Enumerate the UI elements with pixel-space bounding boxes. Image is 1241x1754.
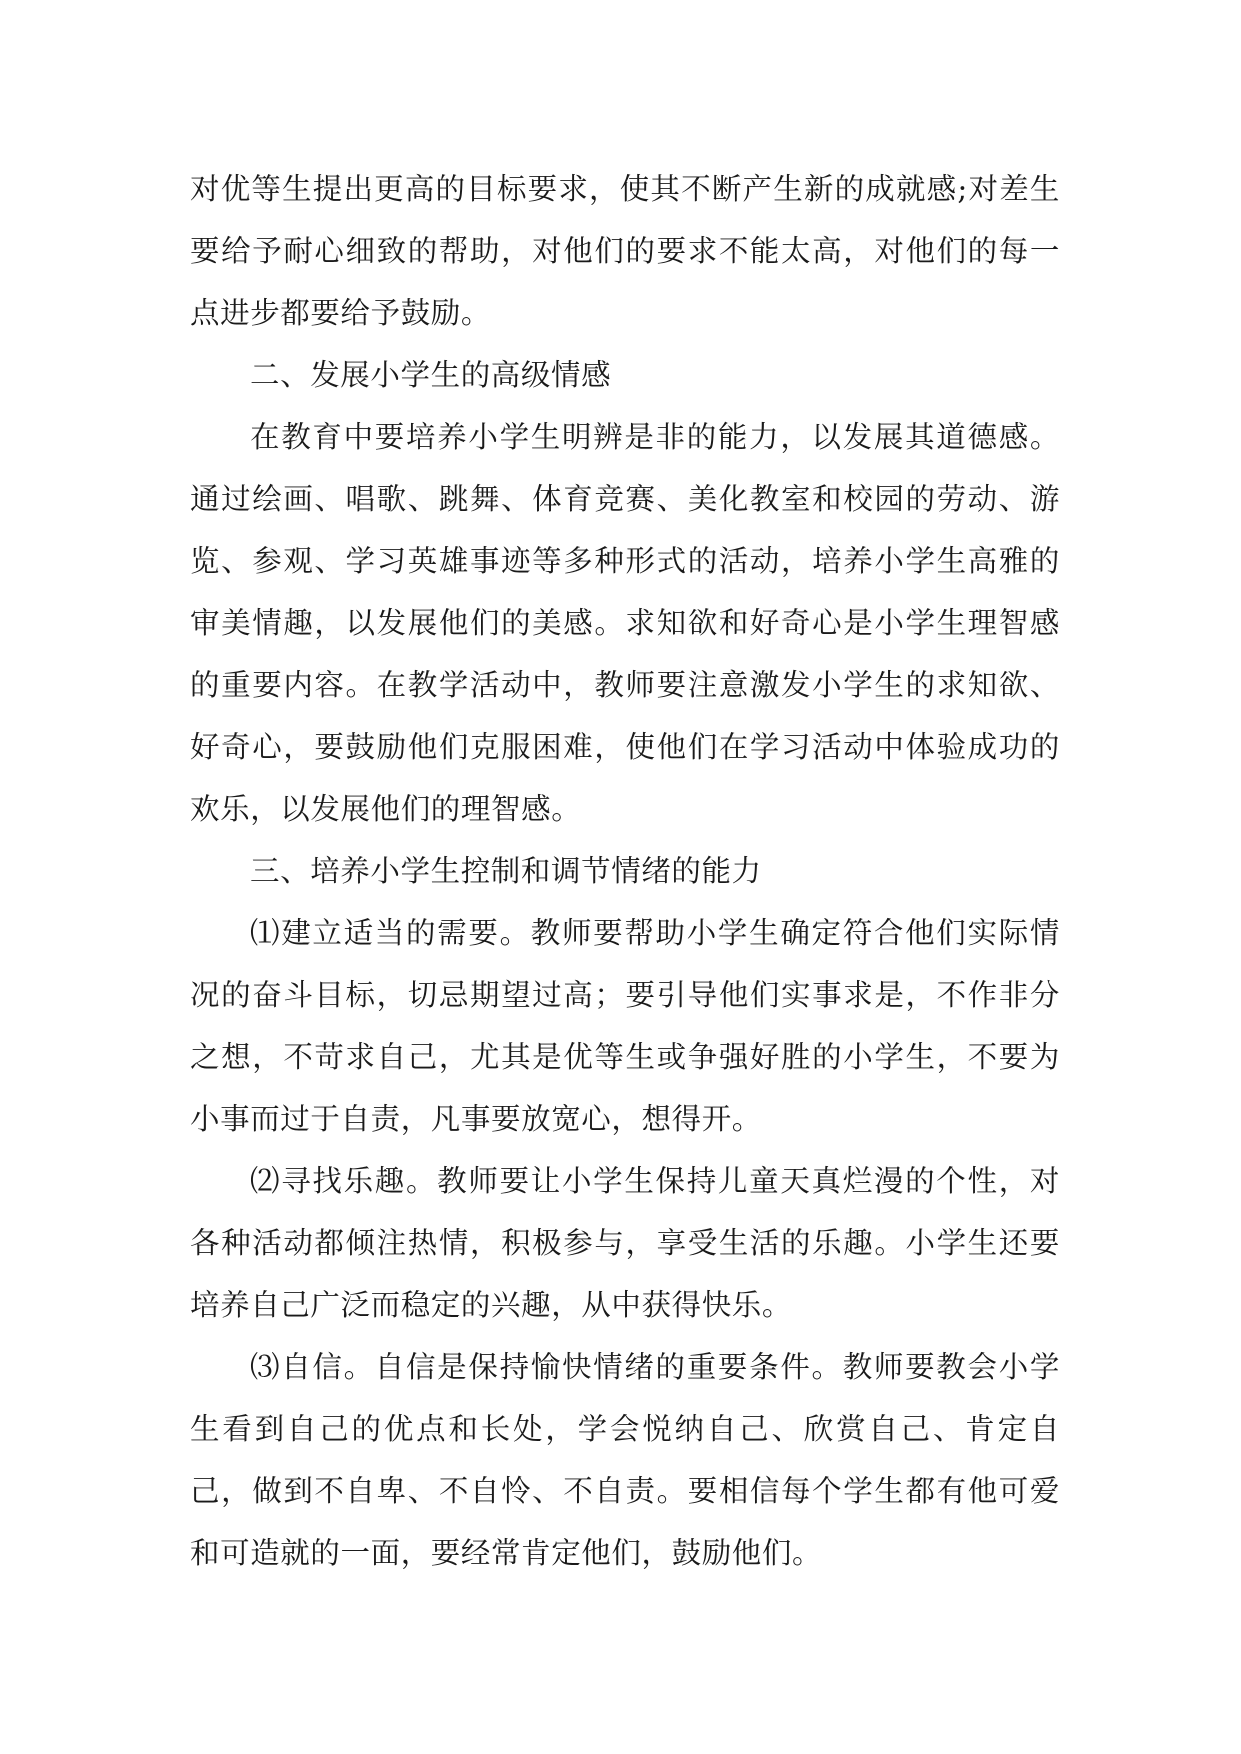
paragraph-continuation: 对优等生提出更高的目标要求，使其不断产生新的成就感;对差生要给予耐心细致的帮助，对他们的要求不能太高，对他们的每一点进步都要给予鼓励。 [190, 172, 1060, 330]
paragraph-item-1: ⑴建立适当的需要。教师要帮助小学生确定符合他们实际情况的奋斗目标，切忌期望过高；要引导他们实事求是，不作非分之想，不苛求自己，尤其是优等生或争强好胜的小学生，不要为小事而过于自责，凡事要放宽心，想得开。 [190, 916, 1060, 1136]
paragraph-item-2: ⑵寻找乐趣。教师要让小学生保持儿童天真烂漫的个性，对各种活动都倾注热情，积极参与，享受生活的乐趣。小学生还要培养自己广泛而稳定的兴趣，从中获得快乐。 [190, 1164, 1060, 1322]
paragraph-higher-emotions: 在教育中要培养小学生明辨是非的能力，以发展其道德感。通过绘画、唱歌、跳舞、体育竞赛、美化教室和校园的劳动、游览、参观、学习英雄事迹等多种形式的活动，培养小学生高雅的审美情趣，以发展他们的美感。求知欲和好奇心是小学生理智感的重要内容。在教学活动中，教师要注意激发小学生的求知欲、好奇心，要鼓励他们克服困难，使他们在学习活动中体验成功的欢乐，以发展他们的理智感。 [190, 420, 1060, 826]
section-heading-3: 三、培养小学生控制和调节情绪的能力 [250, 854, 762, 888]
section-heading-2: 二、发展小学生的高级情感 [250, 358, 612, 392]
document-body [190, 158, 1060, 1584]
paragraph-item-3: ⑶自信。自信是保持愉快情绪的重要条件。教师要教会小学生看到自己的优点和长处，学会悦纳自己、欣赏自己、肯定自己，做到不自卑、不自怜、不自责。要相信每个学生都有他可爱和可造就的一面，要经常肯定他们，鼓励他们。 [190, 1350, 1060, 1570]
